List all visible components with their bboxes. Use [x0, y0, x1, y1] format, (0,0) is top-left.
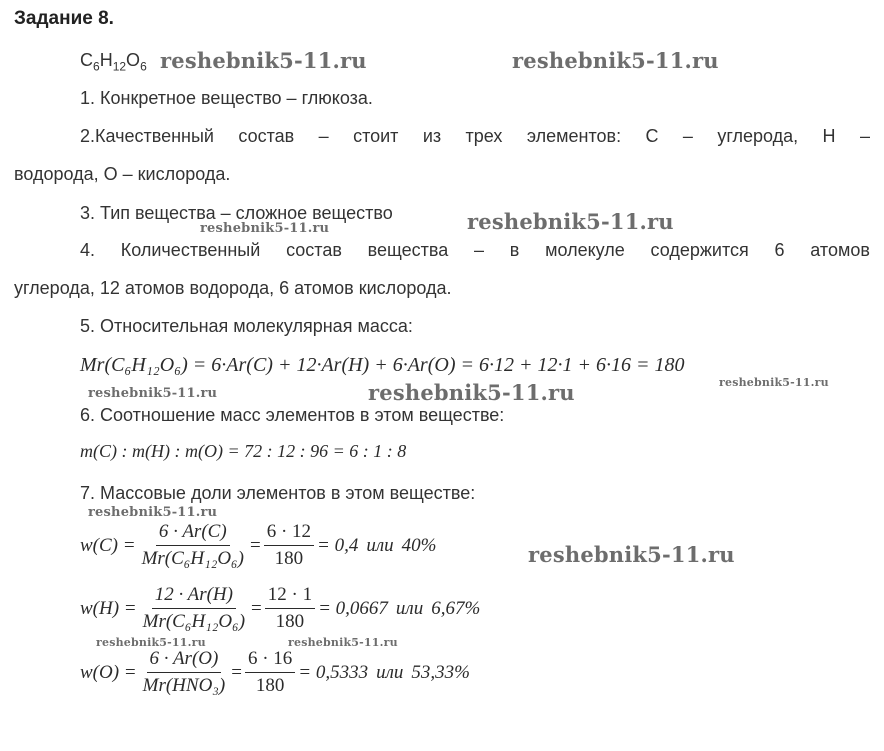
word: трех	[465, 126, 503, 146]
watermark: reshebnik5-11.ru	[467, 209, 674, 234]
formula-carbon-index: 6	[93, 59, 100, 74]
word: углерода,	[717, 126, 799, 146]
word: вещества	[367, 240, 449, 260]
w-h-fraction-1	[140, 583, 248, 634]
w-o-percent: 53,33%	[411, 661, 470, 683]
item-4-line-1	[80, 240, 870, 261]
formula-oxygen-index: 6	[140, 59, 147, 74]
watermark: reshebnik5-11.ru	[96, 636, 206, 649]
w-h-eq: =	[251, 597, 262, 619]
w-c-or: или	[366, 534, 394, 556]
w-c-fraction-2	[264, 520, 314, 571]
word: –	[474, 240, 485, 260]
word: Количественный	[120, 240, 261, 260]
word: содержится	[650, 240, 749, 260]
item-7: 7. Массовые доли элементов в этом веществе:	[80, 483, 476, 503]
word: С	[645, 126, 659, 146]
item-3: 3. Тип вещества – сложное вещество	[80, 203, 393, 223]
watermark: reshebnik5-11.ru	[288, 636, 398, 649]
word: стоит	[353, 126, 399, 146]
w-c-num-2: 6 · 12	[264, 520, 314, 546]
w-o-den-2: 180	[255, 675, 285, 696]
w-c-percent: 40%	[401, 534, 437, 556]
w-c-fraction-1	[139, 520, 247, 571]
w-c-den-2: 180	[274, 548, 304, 569]
w-c-eq: =	[250, 534, 261, 556]
w-h-den-1: Mr(C₆H₁₂O₆)	[142, 611, 246, 632]
word: 6	[774, 240, 785, 260]
w-h-num-2: 12 · 1	[265, 583, 315, 609]
word: состав	[238, 126, 295, 146]
mass-fraction-carbon	[80, 520, 437, 571]
word: молекуле	[545, 240, 625, 260]
w-o-or: или	[376, 661, 404, 683]
formula-hydrogen: H	[99, 50, 113, 70]
item-5: 5. Относительная молекулярная масса:	[80, 316, 413, 336]
w-h-num-1: 12 · Ar(H)	[152, 583, 236, 609]
w-o-eq: =	[231, 661, 242, 683]
watermark: reshebnik5-11.ru	[160, 48, 367, 73]
word: –	[859, 126, 870, 146]
word: в	[509, 240, 520, 260]
watermark: reshebnik5-11.ru	[512, 48, 719, 73]
watermark: reshebnik5-11.ru	[719, 376, 829, 389]
glucose-formula	[80, 50, 147, 74]
word: –	[682, 126, 693, 146]
formula-oxygen: O	[126, 50, 141, 70]
formula-hydrogen-index: 12	[112, 59, 127, 74]
formula-carbon: C	[80, 50, 93, 70]
w-c-lhs: w(C) =	[80, 534, 136, 556]
item-6: 6. Соотношение масс элементов в этом веществе:	[80, 405, 505, 425]
task-title: Задание 8.	[14, 8, 114, 29]
item-4-line-2: углерода, 12 атомов водорода, 6 атомов кислорода.	[14, 278, 452, 298]
molar-mass-equation: Mr(C₆H₁₂O₆) = 6·Ar(C) + 12·Ar(H) + 6·Ar(O) = 6·12 + 12·1 + 6·16 = 180	[80, 354, 685, 376]
word: состав	[286, 240, 342, 260]
w-o-num-1: 6 · Ar(O)	[147, 647, 222, 673]
w-o-fraction-1	[140, 647, 229, 698]
w-o-lhs: w(O) =	[80, 661, 137, 683]
word: атомов	[810, 240, 870, 260]
w-h-fraction-2	[265, 583, 315, 634]
watermark: reshebnik5-11.ru	[88, 505, 218, 520]
w-h-result: = 0,0667	[318, 597, 388, 619]
word: 4.	[80, 240, 96, 260]
word: элементов:	[526, 126, 622, 146]
w-c-num-1: 6 · Ar(C)	[156, 520, 230, 546]
mass-fraction-hydrogen	[80, 583, 480, 634]
word: Н	[822, 126, 836, 146]
w-o-den-1: Mr(HNO₃)	[142, 675, 226, 696]
item-2-line-1	[80, 126, 870, 147]
watermark: reshebnik5-11.ru	[528, 542, 735, 567]
mass-ratio-equation: m(C) : m(H) : m(O) = 72 : 12 : 96 = 6 : 1 : 8	[80, 441, 407, 461]
w-h-or: или	[395, 597, 424, 619]
w-o-num-2: 6 · 16	[245, 647, 295, 673]
watermark: reshebnik5-11.ru	[200, 221, 330, 236]
mass-fraction-oxygen	[80, 647, 470, 698]
item-1: 1. Конкретное вещество – глюкоза.	[80, 88, 373, 108]
watermark: reshebnik5-11.ru	[88, 386, 218, 401]
w-c-result: = 0,4	[317, 534, 359, 556]
watermark: reshebnik5-11.ru	[368, 380, 575, 405]
w-h-den-2: 180	[275, 611, 305, 632]
w-h-lhs: w(H) =	[80, 597, 137, 619]
w-o-result: = 0,5333	[298, 661, 369, 683]
w-h-percent: 6,67%	[431, 597, 481, 619]
w-o-fraction-2	[245, 647, 295, 698]
word: из	[422, 126, 442, 146]
word: 2.Качественный	[80, 126, 214, 146]
w-c-den-1: Mr(C₆H₁₂O₆)	[141, 548, 244, 569]
item-2-line-2: водорода, О – кислорода.	[14, 164, 231, 184]
word: –	[318, 126, 329, 146]
